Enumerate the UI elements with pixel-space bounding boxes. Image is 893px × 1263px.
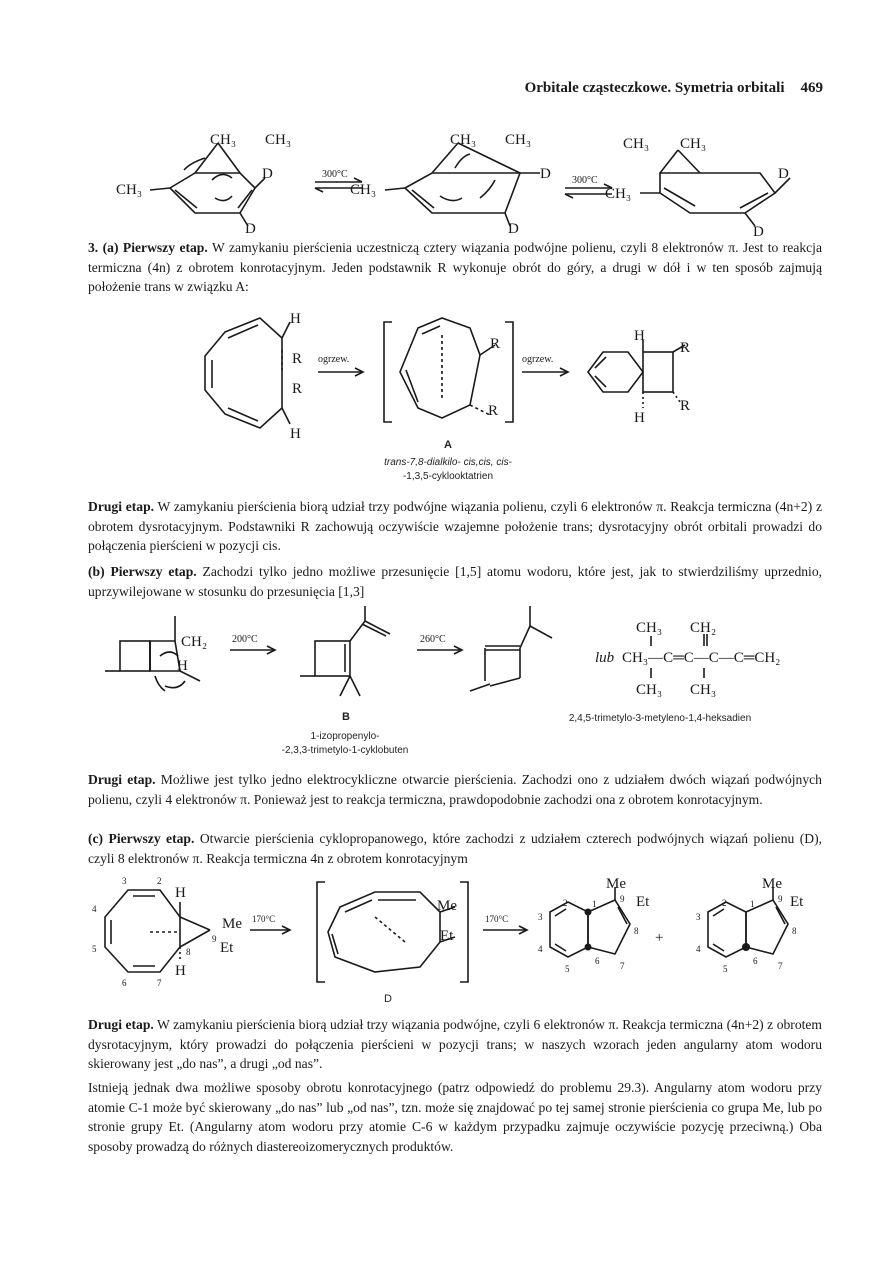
- para-drugi-2-text: Możliwe jest tylko jedno elektrocykliczne otwarcie pierścienia. Zachodzi ono z udziałem dwóch wiązań podwójnych polienu, czyli 4 elektronów π. Ponieważ jest to reakcja termiczna, prawdopodobnie zachodzi ona z obrotem konrotacyjnym.: [88, 772, 822, 807]
- s1-m2-d2: D: [508, 221, 519, 237]
- s2-p-h-bottom: H: [634, 410, 645, 426]
- para-3c-text: Otwarcie pierścienia cyklopropanowego, które zachodzi z udziałem czterech podwójnych wiązań polienu (D), czyli 8 elektronów π. Reakcja termiczna 4n z obrotem konrotacyjnym: [88, 831, 822, 866]
- s3-h: H: [177, 658, 188, 674]
- paragraph-drugi-etap-2: [88, 770, 822, 809]
- s3-bottom-ch3-2: CH₃: [690, 682, 717, 698]
- s2-p-h-top: H: [634, 328, 645, 344]
- s2-p-r-2: R: [680, 398, 691, 414]
- s1-m3-ch3-left: CH₃: [623, 136, 650, 152]
- s2-cond-1: ogrzew.: [318, 354, 350, 365]
- s4-me-p2: Me: [762, 876, 782, 892]
- para-3a-label: 3. (a) Pierwszy etap.: [88, 240, 208, 255]
- s1-m2-d1: D: [540, 166, 551, 182]
- s3-top-ch2: CH₂: [690, 620, 717, 636]
- paragraph-drugi-etap-1: [88, 497, 822, 556]
- s2-a-r-1: R: [490, 336, 501, 352]
- s4-et-d: Et: [440, 928, 454, 944]
- s4-plus: +: [655, 930, 664, 946]
- s4-p2-num-2: 2: [722, 898, 727, 908]
- s2-r-2: R: [292, 381, 303, 397]
- s1-cond-2: 300°C: [572, 175, 598, 186]
- s4-num-6: 6: [122, 978, 127, 988]
- s4-p1-num-3: 3: [538, 912, 543, 922]
- s4-num-2: 2: [157, 876, 162, 886]
- para-3b-label: (b) Pierwszy etap.: [88, 564, 197, 579]
- s4-p1-num-9: 9: [620, 894, 625, 904]
- s4-p1-stereo-dot-1: [585, 909, 592, 916]
- s4-et-1: Et: [220, 940, 234, 956]
- s2-h-bottom: H: [290, 426, 301, 442]
- s4-p1-num-6: 6: [595, 956, 600, 966]
- s2-a-r-2: R: [488, 403, 499, 419]
- s1-m3-d1: D: [778, 166, 789, 182]
- s4-p2-num-1: 1: [750, 899, 755, 909]
- s4-p2-num-5: 5: [723, 964, 728, 974]
- paragraph-last: [88, 1078, 822, 1156]
- scheme-2-figure: [0, 310, 893, 450]
- s4-et-p2: Et: [790, 894, 804, 910]
- s3-lub: lub: [595, 650, 615, 666]
- compound-a-caption: [318, 456, 578, 484]
- paragraph-3b: [88, 562, 822, 601]
- s4-p1-num-2: 2: [563, 898, 568, 908]
- s2-r-1: R: [292, 351, 303, 367]
- s1-m3-ch3-ring: CH₃: [605, 186, 632, 202]
- paragraph-3a: [88, 238, 822, 297]
- s4-p2-num-6: 6: [753, 956, 758, 966]
- s2-h-top: H: [290, 311, 301, 327]
- compound-a-caption-line-1: trans-7,8-dialkilo- cis,cis, cis-: [384, 457, 512, 468]
- s4-me-p1: Me: [606, 876, 626, 892]
- para-drugi-3-label: Drugi etap.: [88, 1017, 154, 1032]
- s2-cond-2: ogrzew.: [522, 354, 554, 365]
- s4-et-p1: Et: [636, 894, 650, 910]
- s4-h-top: H: [175, 885, 186, 901]
- s4-p2-num-8: 8: [792, 926, 797, 936]
- s4-p2-num-4: 4: [696, 944, 701, 954]
- s4-num-4: 4: [92, 904, 97, 914]
- paragraph-drugi-etap-3: [88, 1015, 822, 1074]
- s1-m3-ch3-right: CH₃: [680, 136, 707, 152]
- s3-bottom-ch3-1: CH₃: [636, 682, 663, 698]
- compound-b-label: B: [342, 711, 350, 723]
- scheme-3-figure: [0, 606, 893, 711]
- compound-b-caption-line-1: 1-izopropenylo-: [310, 731, 380, 742]
- s4-p1-stereo-dot-2: [585, 944, 592, 951]
- s1-m1-d1: D: [262, 166, 273, 182]
- s4-p2-stereo-dot: [742, 943, 750, 951]
- s1-m1-ch3-right: CH₃: [265, 132, 292, 148]
- s4-p2-num-3: 3: [696, 912, 701, 922]
- s1-m2-ch3-right: CH₃: [505, 132, 532, 148]
- s3-top-ch3: CH₃: [636, 620, 663, 636]
- compound-b-caption: [230, 730, 460, 758]
- scheme-1-figure: [0, 118, 893, 243]
- s1-m1-d2: D: [245, 221, 256, 237]
- para-drugi-2-label: Drugi etap.: [88, 772, 156, 787]
- para-3b-text: Zachodzi tylko jedno możliwe przesunięcie [1,5] atomu wodoru, które jest, jak to stwierdziliśmy uprzednio, uprzywilejowane w stosunku do przesunięcia [1,3]: [88, 564, 823, 599]
- s4-p2-num-7: 7: [778, 961, 783, 971]
- s4-num-3: 3: [122, 876, 127, 886]
- s3-cond-2: 260°C: [420, 634, 446, 645]
- s3-cond-1: 200°C: [232, 634, 258, 645]
- s1-m1-ch3-left: CH₃: [210, 132, 237, 148]
- compound-a-caption-line-2: -1,3,5-cyklooktatrien: [402, 471, 494, 482]
- s1-m2-ch3-ring: CH₃: [350, 182, 377, 198]
- s1-m3-d2: D: [753, 224, 764, 240]
- s3-main-formula: CH₃—C═C—C—C═CH₂: [622, 650, 781, 666]
- s4-p1-num-5: 5: [565, 964, 570, 974]
- para-drugi-1-text: W zamykaniu pierścienia biorą udział trzy podwójne wiązania polienu, czyli 6 elektronów π. Reakcja termiczna (4n+2) z obrotem dysrotacyjnym. Podstawniki R zachowują oczywiście wzajemne położenie trans; dysrotacyjny obrót orbitali prowadzi do połączenia pierścieni w pozycji cis.: [88, 499, 823, 553]
- para-3c-label: (c) Pierwszy etap.: [88, 831, 195, 846]
- s1-m1-ch3-ring: CH₃: [116, 182, 143, 198]
- para-drugi-1-label: Drugi etap.: [88, 499, 155, 514]
- s4-p1-num-4: 4: [538, 944, 543, 954]
- s4-num-8: 8: [186, 947, 191, 957]
- page-number: 469: [800, 80, 823, 96]
- scheme-4-figure: [0, 872, 893, 1007]
- s4-p1-num-7: 7: [620, 961, 625, 971]
- s1-m2-ch3-left: CH₃: [450, 132, 477, 148]
- paragraph-3c: [88, 829, 822, 868]
- s4-p1-num-1: 1: [592, 899, 597, 909]
- compound-right-caption: 2,4,5-trimetylo-3-metyleno-1,4-heksadien: [568, 713, 752, 724]
- s2-p-r-1: R: [680, 340, 691, 356]
- s4-num-7: 7: [157, 978, 162, 988]
- para-last-text: Istnieją jednak dwa możliwe sposoby obrotu konrotacyjnego (patrz odpowiedź do problemu 29.3). Angularny atom wodoru przy atomie C-1 może być skierowany „do nas” lub „od nas”, tzn. może się znajdować po tej samej stronie pierścienia co grupa Me, lub po stronie grupy Et. (Angularny atom wodoru przy atomie C-6 w każdym przypadku zajmuje oczywiście pozycję przeciwną.) Oba sposoby prowadzą do różnych diastereoizomerycznych produktów.: [88, 1080, 822, 1154]
- header-title: Orbitale cząsteczkowe. Symetria orbitali: [524, 80, 785, 96]
- s4-num-5: 5: [92, 944, 97, 954]
- s4-cond-2: 170°C: [485, 914, 509, 924]
- s4-num-9: 9: [212, 934, 217, 944]
- running-header: [525, 80, 823, 97]
- compound-a-label: A: [444, 439, 452, 451]
- s4-h-bottom: H: [175, 963, 186, 979]
- s4-p1-num-8: 8: [634, 926, 639, 936]
- s4-me-1: Me: [222, 916, 242, 932]
- s4-me-d: Me: [437, 898, 457, 914]
- compound-d-label: D: [384, 993, 392, 1005]
- s4-cond-1: 170°C: [252, 914, 276, 924]
- compound-b-caption-line-2: -2,3,3-trimetylo-1-cyklobuten: [281, 745, 409, 756]
- para-drugi-3-text: W zamykaniu pierścienia biorą udział trzy wiązania podwójne, czyli 6 elektronów π. Reakcja termiczna (4n+2) z obrotem dysrotacyjnym, który prowadzi do połączenia pierścieni w pozycji trans; w naszych wzorach jeden angularny atom wodoru skierowany jest „do nas”, a drugi „od nas”.: [88, 1017, 822, 1071]
- s1-cond-1: 300°C: [322, 169, 348, 180]
- para-3a-text: W zamykaniu pierścienia uczestniczą cztery wiązania podwójne polienu, czyli 8 elektronów π. Jest to reakcja termiczna (4n) z obrotem konrotacyjnym. Jeden podstawnik R wykonuje obrót do góry, a drugi w dół i w ten sposób zajmują położenie trans w związku A:: [88, 240, 822, 294]
- s4-p2-num-9: 9: [778, 894, 783, 904]
- s3-ch2: CH₂: [181, 634, 208, 650]
